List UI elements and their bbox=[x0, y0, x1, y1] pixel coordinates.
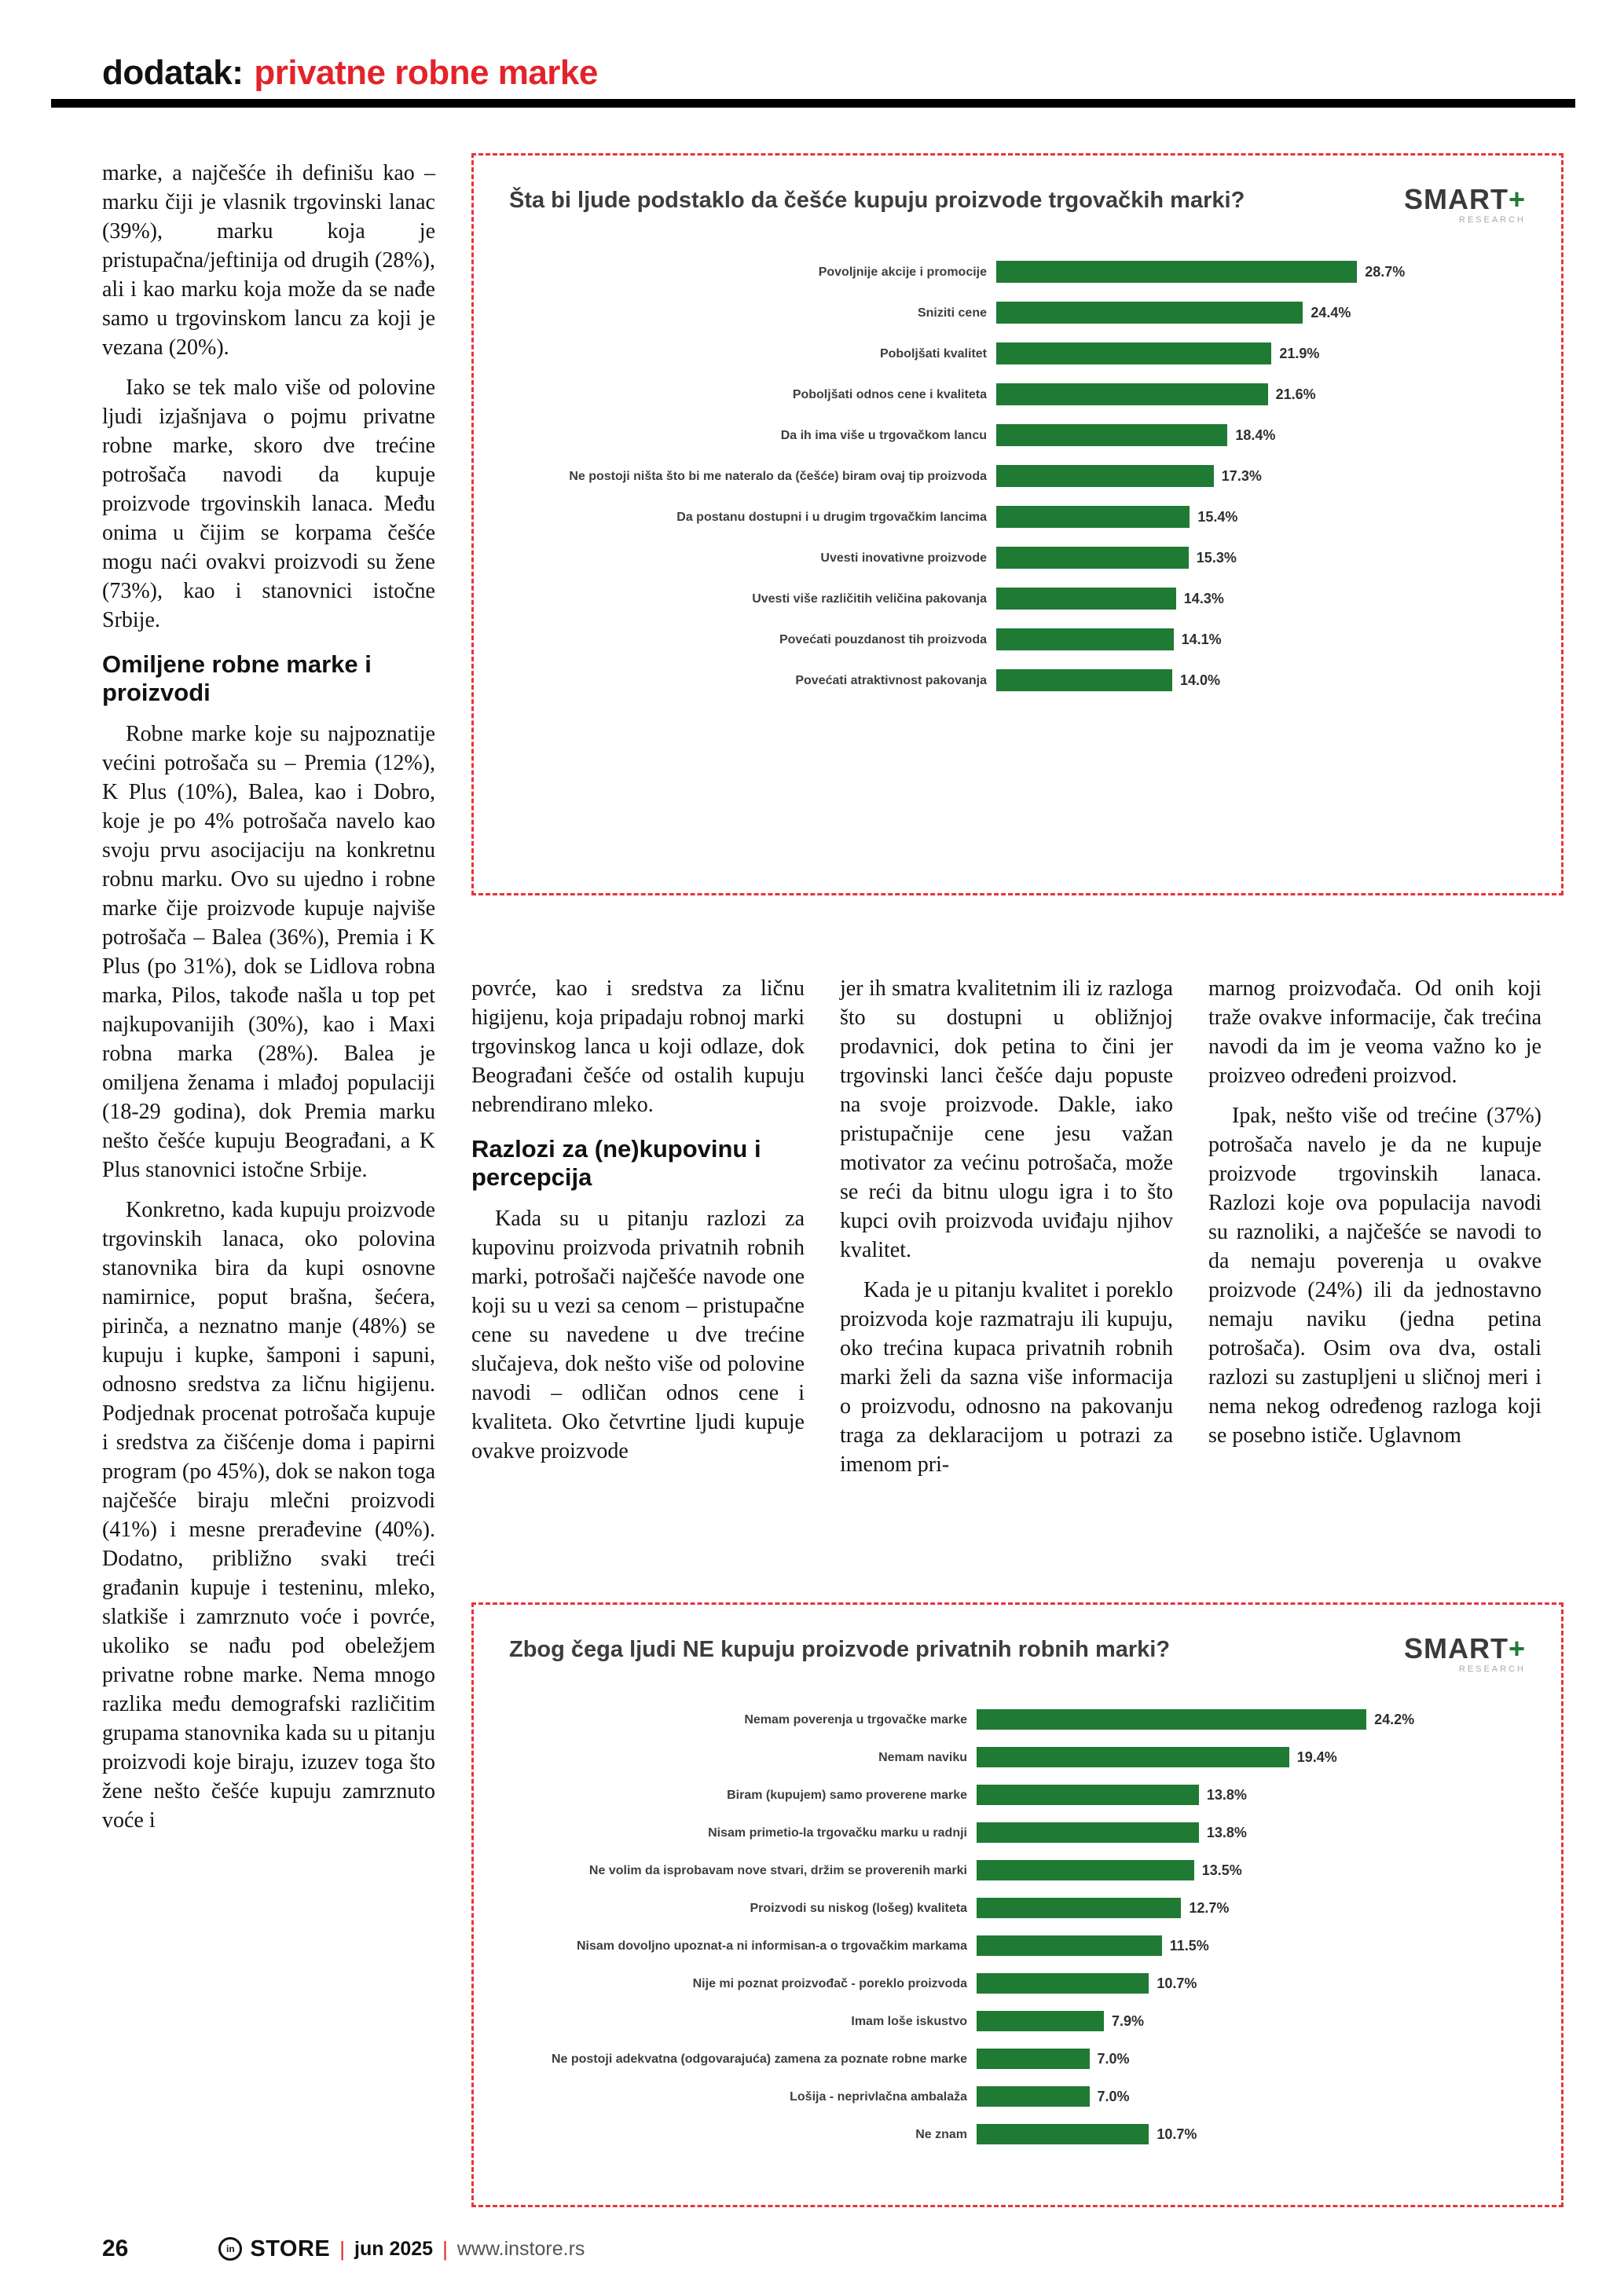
bar bbox=[996, 261, 1357, 283]
bar bbox=[996, 506, 1190, 528]
article-column-2 bbox=[471, 974, 805, 1477]
smart-logo-text: SMART+ bbox=[1403, 183, 1526, 215]
bar-row bbox=[509, 2040, 1526, 2078]
separator: | bbox=[442, 2236, 448, 2261]
bar-row bbox=[509, 333, 1526, 374]
bar-row bbox=[509, 2115, 1526, 2153]
bar bbox=[996, 302, 1303, 324]
bar-value-label: 14.3% bbox=[1183, 590, 1224, 606]
bar-row bbox=[509, 374, 1526, 415]
bar-category-label: Proizvodi su niskog (lošeg) kvaliteta bbox=[750, 1901, 967, 1915]
bar bbox=[977, 1747, 1289, 1767]
bar bbox=[996, 342, 1271, 364]
paragraph: Kada je u pitanju kvalitet i poreklo proizvoda koje razmatraju ili kupuju, oko trećina kupaca privatnih robnih marki želi da sazna više informacija o proizvodu, odnosno na pakovanju traga za deklaracijom u potrazi za imenom pri- bbox=[840, 1278, 1173, 1477]
bar-row bbox=[509, 1738, 1526, 1776]
bar-value-label: 19.4% bbox=[1296, 1749, 1337, 1765]
bar-category-label: Da ih ima više u trgovačkom lancu bbox=[780, 428, 987, 442]
article-column-1 bbox=[102, 159, 435, 1846]
bar-row bbox=[509, 456, 1526, 496]
bar-row bbox=[509, 578, 1526, 619]
bar-category-label: Povoljnije akcije i promocije bbox=[818, 265, 987, 279]
chart-title: Zbog čega ljudi NE kupuju proizvode privatnih robnih marki? bbox=[509, 1637, 1171, 1662]
bar-category-label: Nemam poverenja u trgovačke marke bbox=[744, 1712, 967, 1727]
bar-value-label: 17.3% bbox=[1221, 467, 1262, 484]
bar bbox=[977, 1898, 1181, 1918]
chart-header bbox=[509, 1632, 1526, 1674]
bar-category-label: Povećati pouzdanost tih proizvoda bbox=[779, 632, 987, 646]
bar-category-label: Ne znam bbox=[915, 2127, 967, 2141]
bar-value-label: 10.7% bbox=[1157, 2126, 1197, 2142]
bar-row bbox=[509, 1701, 1526, 1738]
chart-motivators bbox=[471, 153, 1564, 895]
paragraph: Iako se tek malo više od polovine ljudi izjašnjava o pojmu privatne robne marke, skoro dve trećine potrošača navodi da kupuje proizvode trgovinskih lanaca. Među onima u čijim se korpama češće mogu naći ovakvi proizvodi su žene (73%), kao i stanovnici istočne Srbije. bbox=[102, 375, 435, 632]
bar-row bbox=[509, 2078, 1526, 2115]
bar bbox=[977, 1785, 1199, 1805]
bar bbox=[996, 628, 1174, 650]
paragraph: Kada su u pitanju razlozi za kupovinu proizvoda privatnih robnih marki, potrošači najčešće navode one koji su u vezi sa cenom – pristupačne cene su navedene u dve trećine slučajeva, dok nešto više od polovine navodi – odličan odnos cene i kvaliteta. Oko četvrtine ljudi kupuje ovakve proizvode bbox=[471, 1207, 805, 1463]
bar bbox=[977, 2049, 1090, 2069]
bar-row bbox=[509, 1814, 1526, 1851]
chart-non-buy-reasons bbox=[471, 1602, 1564, 2207]
smartplus-logo bbox=[1403, 1632, 1526, 1674]
bar-row bbox=[509, 1776, 1526, 1814]
bar bbox=[996, 465, 1214, 487]
bar-category-label: Imam loše iskustvo bbox=[851, 2014, 967, 2028]
bar-value-label: 11.5% bbox=[1169, 1937, 1209, 1954]
bar-value-label: 28.7% bbox=[1365, 263, 1406, 280]
bar-row bbox=[509, 1927, 1526, 1965]
page-number: 26 bbox=[102, 2236, 129, 2261]
smartplus-logo bbox=[1404, 185, 1526, 225]
bar-row bbox=[509, 2002, 1526, 2040]
website-url: www.instore.rs bbox=[456, 2237, 585, 2260]
bar-row bbox=[509, 1965, 1526, 2002]
bar-row bbox=[509, 660, 1526, 701]
masthead-prefix: dodatak: bbox=[102, 53, 244, 92]
bar-row bbox=[509, 1851, 1526, 1889]
bar-category-label: Uvesti inovativne proizvode bbox=[820, 551, 987, 565]
section-heading-omiljene: Omiljene robne marke i proizvodi bbox=[102, 650, 372, 706]
bar-value-label: 14.0% bbox=[1180, 672, 1221, 688]
bar-row bbox=[509, 415, 1526, 456]
masthead-rule bbox=[51, 99, 1575, 108]
bar bbox=[977, 2011, 1104, 2031]
smart-logo-text: SMART+ bbox=[1403, 1632, 1526, 1664]
brand-name: STORE bbox=[250, 2236, 331, 2261]
chart-header bbox=[509, 185, 1526, 225]
bar-category-label: Ne postoji ništa što bi me nateralo da (češće) biram ovaj tip proizvoda bbox=[569, 469, 987, 483]
bar-value-label: 24.2% bbox=[1374, 1711, 1415, 1727]
bar-category-label: Uvesti više različitih veličina pakovanja bbox=[752, 591, 987, 606]
bar-value-label: 18.4% bbox=[1235, 427, 1276, 443]
bar-value-label: 7.0% bbox=[1097, 2088, 1130, 2104]
bar-value-label: 21.9% bbox=[1279, 345, 1320, 361]
separator: | bbox=[339, 2236, 346, 2261]
bar-chart-non-buy-reasons bbox=[509, 1701, 1526, 2153]
bar-value-label: 13.8% bbox=[1206, 1786, 1247, 1803]
paragraph: Robne marke koje su najpoznatije većini potrošača su – Premia (12%), K Plus (10%), Balea, kao i Dobro, koje je po 4% potrošača navelo kao svoju prvu asocijaciju na konkretnu robnu marku. Ovo su ujedno i robne marke čije proizvode kupuje najviše potrošača – Balea (36%), Premia i K Plus (po 31%), dok se Lidlova robna marka, Pilos, takođe našla u top pet najkupovanijih (30%), kao i Maxi robna marka (28%). Balea je omiljena ženama i mlađoj populaciji (18-29 godina), dok Premia marku nešto češće kupuju Beograđani, a K Plus stanovnici istočne Srbije. bbox=[102, 722, 435, 1182]
bar-row bbox=[509, 251, 1526, 292]
paragraph: jer ih smatra kvalitetnim ili iz razloga što su dostupni u obližnjoj prodavnici, dok petina to čini jer trgovinski lanci češće daju popuste na svoje proizvode. Dakle, iako pristupačnije cene jesu važan motivator za većinu potrošača, može se reći da bitnu ulogu igra i to što kupci ovih proizvoda uviđaju njihov kvalitet. bbox=[840, 976, 1173, 1262]
bar-value-label: 10.7% bbox=[1157, 1975, 1197, 1991]
paragraph: Ipak, nešto više od trećine (37%) potrošača navelo je da ne kupuje proizvode trgovinskih lanaca. Razlozi koje ova populacija navodi su raznoliki, a najčešće se navodi to da nemaju poverenja u ovakve proizvode (24%) ili da jednostavno nemaju naviku (jedna petina potrošača). Osim ova dva, ostali razlozi su zastupljeni u sličnoj meri i nema nekog određenog razloga koji se posebno ističe. Uglavnom bbox=[1208, 1104, 1542, 1448]
article-column-4 bbox=[1208, 974, 1542, 1461]
smart-logo-plus-icon: + bbox=[1508, 1632, 1526, 1664]
bar-value-label: 13.5% bbox=[1201, 1862, 1242, 1878]
bar-value-label: 7.0% bbox=[1097, 2050, 1130, 2067]
bar-category-label: Da postanu dostupni i u drugim trgovačkim lancima bbox=[676, 510, 987, 524]
article-column-3 bbox=[840, 974, 1173, 1490]
smart-logo-subtext: RESEARCH bbox=[1458, 1664, 1526, 1674]
page-footer bbox=[102, 2236, 1573, 2262]
bar-value-label: 12.7% bbox=[1189, 1899, 1230, 1916]
bar-category-label: Ne volim da isprobavam nove stvari, držim se proverenih marki bbox=[588, 1863, 967, 1877]
bar-category-label: Nije mi poznat proizvođač - poreklo proizvoda bbox=[692, 1976, 967, 1990]
bar-category-label: Biram (kupujem) samo proverene marke bbox=[727, 1788, 967, 1802]
bar bbox=[977, 1973, 1149, 1994]
bar-row bbox=[509, 496, 1526, 537]
bar-value-label: 15.4% bbox=[1197, 508, 1238, 525]
bar bbox=[977, 2124, 1149, 2144]
bar-category-label: Poboljšati kvalitet bbox=[879, 346, 987, 361]
bar-row bbox=[509, 619, 1526, 660]
paragraph: Konkretno, kada kupuju proizvode trgovinskih lanaca, oko polovina stanovnika bira da kupi osnovne namirnice, poput brašna, šećera, pirinča, a neznatno manje (48%) se kupuju i kupke, šamponi i sapuni, odnosno sredstva za ličnu higijenu. Podjednak procenat potrošača kupuje i sredstva za čišćenje doma i papirni program (po 45%), dok se nakon toga najčešće biraju mlečni proizvodi (41%) i mesne prerađevine (40%). Dodatno, približno svaki treći građanin kupuje i testeninu, mleko, slatkiše i zamrznuto voće i povrće, ukoliko se nađu pod obeležjem privatne robne marke. Nema mnogo razlika među demografski različitim grupama stanovnika kada su u pitanju proizvodi koje biraju, izuzev toga što žene nešto češće kupuju zamrznuto voće i bbox=[102, 1198, 435, 1833]
masthead-title: privatne robne marke bbox=[254, 53, 598, 92]
bar-row bbox=[509, 1889, 1526, 1927]
bar bbox=[996, 669, 1172, 691]
section-masthead bbox=[102, 53, 598, 93]
bar bbox=[977, 1860, 1194, 1880]
bar-row bbox=[509, 537, 1526, 578]
bar bbox=[996, 424, 1227, 446]
bar bbox=[996, 588, 1176, 610]
bar-value-label: 13.8% bbox=[1206, 1824, 1247, 1840]
bar-value-label: 24.4% bbox=[1311, 304, 1351, 320]
bar-category-label: Nisam dovoljno upoznat-a ni informisan-a o trgovačkim markama bbox=[577, 1939, 967, 1953]
section-heading-razlozi: Razlozi za (ne)kupovinu i percepcija bbox=[471, 1135, 761, 1191]
bar-category-label: Nisam primetio-la trgovačku marku u radnji bbox=[708, 1825, 967, 1840]
bar bbox=[996, 383, 1268, 405]
bar-value-label: 15.3% bbox=[1196, 549, 1237, 566]
bar-category-label: Nemam naviku bbox=[878, 1750, 967, 1764]
publisher-info bbox=[218, 2236, 585, 2262]
bar-chart-motivators bbox=[509, 251, 1526, 701]
issue-date: jun 2025 bbox=[354, 2237, 434, 2260]
bar bbox=[977, 1822, 1199, 1843]
bar-value-label: 21.6% bbox=[1275, 386, 1316, 402]
bar-category-label: Ne postoji adekvatna (odgovarajuća) zamena za poznate robne marke bbox=[551, 2052, 967, 2066]
bar-category-label: Poboljšati odnos cene i kvaliteta bbox=[792, 387, 987, 401]
bar-row bbox=[509, 292, 1526, 333]
smart-logo-plus-icon: + bbox=[1508, 183, 1526, 215]
bar-category-label: Povećati atraktivnost pakovanja bbox=[795, 673, 987, 687]
chart-title: Šta bi ljude podstaklo da češće kupuju proizvode trgovačkih marki? bbox=[509, 188, 1245, 213]
smart-logo-subtext: RESEARCH bbox=[1458, 215, 1526, 225]
bar bbox=[977, 1709, 1366, 1730]
bar bbox=[996, 547, 1189, 569]
instore-logo-icon: in bbox=[218, 2237, 242, 2261]
bar-value-label: 7.9% bbox=[1111, 2012, 1144, 2029]
bar-category-label: Lošija - neprivlačna ambalaža bbox=[790, 2089, 967, 2104]
paragraph: povrće, kao i sredstva za ličnu higijenu, koja pripadaju robnoj marki trgovinskog lanca u koji odlaze, dok Beograđani češće od ostalih kupuju nebrendirano mleko. bbox=[471, 976, 805, 1117]
paragraph: marnog proizvođača. Od onih koji traže ovakve informacije, čak trećina navodi da im je veoma važno ko je proizveo određeni proizvod. bbox=[1208, 976, 1542, 1088]
bar-category-label: Sniziti cene bbox=[917, 306, 987, 320]
bar-value-label: 14.1% bbox=[1181, 631, 1222, 647]
bar bbox=[977, 2086, 1090, 2107]
paragraph: marke, a najčešće ih definišu kao – marku čiji je vlasnik trgovinski lanac (39%), marku koja je pristupačna/jeftinija od drugih (28%), ali i kao marku koja može da se nađe samo u trgovinskom lancu za koji je vezana (20%). bbox=[102, 161, 435, 360]
bar bbox=[977, 1935, 1162, 1956]
